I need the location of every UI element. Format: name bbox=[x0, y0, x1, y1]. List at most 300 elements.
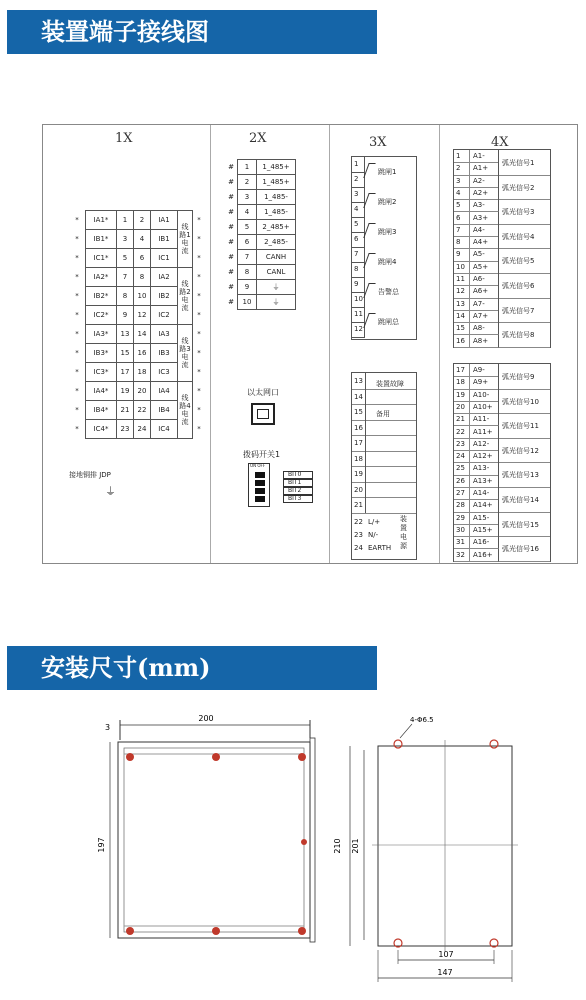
hash-mark: # bbox=[228, 238, 234, 246]
table-row bbox=[454, 187, 499, 200]
table-row bbox=[454, 487, 499, 500]
arc-signal-label: 弧光信号9 bbox=[502, 373, 535, 381]
hash-mark: # bbox=[228, 268, 234, 276]
star-mark: * bbox=[75, 292, 79, 300]
terminal-label-left: IB1* bbox=[86, 230, 117, 249]
terminal-number: 24 bbox=[354, 544, 363, 552]
terminal-number: 7 bbox=[117, 268, 134, 287]
arc-signal-label: 弧光信号3 bbox=[502, 208, 535, 217]
star-mark: * bbox=[75, 425, 79, 433]
dip-bit-label: BIT2 bbox=[283, 487, 313, 495]
terminal-label-right: IB2 bbox=[151, 287, 178, 306]
terminal-number: 6 bbox=[456, 213, 461, 222]
terminal-signal: A2- bbox=[473, 176, 485, 185]
terminal-label-right: IC1 bbox=[151, 249, 178, 268]
terminal-number: 17 bbox=[354, 439, 363, 447]
terminal-signal: A6- bbox=[473, 275, 485, 283]
relay-contact-icon bbox=[363, 163, 375, 178]
terminal-number: 16 bbox=[354, 423, 363, 432]
front-mounting-holes bbox=[126, 753, 307, 935]
table-row bbox=[454, 224, 499, 237]
terminal-number: 7 bbox=[238, 250, 257, 265]
terminal-number: 23 bbox=[117, 420, 134, 439]
dip-bit-label: BIT1 bbox=[283, 479, 313, 487]
terminal-signal: A11- bbox=[473, 415, 490, 424]
table-row bbox=[454, 376, 499, 389]
relay-label: 跳闸4 bbox=[378, 258, 397, 266]
table-row bbox=[454, 364, 499, 377]
hash-mark: # bbox=[228, 223, 234, 231]
terminal-signal: A10- bbox=[473, 390, 490, 399]
dimension-drawing bbox=[0, 690, 586, 1000]
block1-header: 1X bbox=[115, 131, 133, 146]
arc-signal-label: 弧光信号11 bbox=[502, 422, 539, 431]
terminal-signal: 2_485- bbox=[257, 235, 296, 250]
terminal-signal: A3+ bbox=[473, 213, 489, 222]
table-row bbox=[454, 524, 499, 537]
terminal-number: 12 bbox=[354, 325, 363, 333]
arc-signal-label: 弧光信号2 bbox=[502, 183, 535, 192]
dip-onoff-label: ON OFF bbox=[250, 463, 266, 468]
relay-contact-icon bbox=[363, 283, 375, 298]
terminal-label-left: IB3* bbox=[86, 344, 117, 363]
terminal-signal: 2_485+ bbox=[257, 220, 296, 235]
table-row bbox=[454, 236, 499, 249]
ground-icon: ⏚ bbox=[272, 298, 280, 306]
terminal-number: 20 bbox=[134, 382, 151, 401]
terminal-number: 7 bbox=[354, 250, 359, 258]
terminal-number: 27 bbox=[456, 489, 465, 497]
terminal-signal: A4- bbox=[473, 225, 485, 234]
terminal-label-left: IC1* bbox=[86, 249, 117, 268]
star-mark: * bbox=[197, 216, 201, 224]
table-row bbox=[69, 211, 205, 230]
dip-switch-toggle bbox=[255, 488, 265, 494]
terminal-label-left: IA3* bbox=[86, 325, 117, 344]
terminal-number: 5 bbox=[238, 220, 257, 235]
terminal-number: 2 bbox=[354, 175, 359, 183]
arc-signal-label: 弧光信号13 bbox=[502, 471, 539, 480]
terminal-label-left: IA2* bbox=[86, 268, 117, 287]
terminal-number: 1 bbox=[238, 160, 257, 175]
terminal-number: 25 bbox=[456, 464, 465, 473]
relay-label: 跳闸总 bbox=[378, 318, 399, 326]
table-row bbox=[454, 248, 499, 261]
star-mark: * bbox=[197, 406, 201, 414]
table-row bbox=[454, 322, 499, 335]
terminal-number: 22 bbox=[134, 401, 151, 420]
hash-mark: # bbox=[228, 208, 234, 216]
table-row bbox=[69, 325, 205, 344]
table-row bbox=[454, 298, 499, 311]
terminal-number: 14 bbox=[354, 392, 363, 401]
terminal-signal: A7+ bbox=[473, 311, 489, 320]
ethernet-port-icon bbox=[251, 403, 275, 425]
dim-width-147: 147 bbox=[437, 968, 453, 977]
terminal-signal: A9+ bbox=[473, 378, 489, 387]
terminal-signal: A6+ bbox=[473, 287, 489, 296]
star-mark: * bbox=[197, 273, 201, 281]
star-mark: * bbox=[75, 216, 79, 224]
terminal-number: 30 bbox=[456, 525, 465, 534]
front-view bbox=[97, 714, 315, 942]
terminal-signal: A16+ bbox=[473, 550, 493, 559]
hash-mark: # bbox=[228, 178, 234, 186]
terminal-table-2x bbox=[225, 159, 296, 310]
table-row bbox=[454, 401, 499, 414]
terminal-number: 17 bbox=[117, 363, 134, 382]
terminal-number: 8 bbox=[238, 265, 257, 280]
terminal-label-left: IC2* bbox=[86, 306, 117, 325]
terminal-label-right: IA2 bbox=[151, 268, 178, 287]
status-label: 装置故障 bbox=[376, 380, 404, 388]
terminal-label-left: IC3* bbox=[86, 363, 117, 382]
terminal-signal: A9- bbox=[473, 366, 485, 374]
terminal-number: 17 bbox=[456, 366, 465, 374]
relay-label: 告警总 bbox=[378, 288, 399, 296]
terminal-number: 2 bbox=[134, 211, 151, 230]
group-label: 线路2电流 bbox=[178, 268, 193, 325]
table-row bbox=[454, 310, 499, 323]
star-mark: * bbox=[75, 330, 79, 338]
terminal-number: 21 bbox=[354, 501, 363, 509]
terminal-signal: CANL bbox=[257, 265, 296, 280]
terminal-number: 10 bbox=[134, 287, 151, 306]
terminal-number: 12 bbox=[134, 306, 151, 325]
table-row bbox=[454, 212, 499, 225]
terminal-number: 14 bbox=[456, 311, 465, 320]
dip-switch-label: 拨码开关1 bbox=[243, 450, 281, 459]
table-row bbox=[454, 475, 499, 488]
terminal-number: 24 bbox=[456, 452, 465, 461]
terminal-signal: A13+ bbox=[473, 476, 493, 485]
hash-mark: # bbox=[228, 298, 234, 306]
terminal-number: 3 bbox=[354, 190, 359, 198]
terminal-signal: A3- bbox=[473, 201, 485, 210]
terminal-number: 6 bbox=[134, 249, 151, 268]
table-row bbox=[225, 175, 296, 190]
terminal-number: 8 bbox=[117, 287, 134, 306]
group-label: 线路4电流 bbox=[178, 382, 193, 439]
terminal-number: 20 bbox=[456, 402, 465, 411]
table-row bbox=[225, 205, 296, 220]
relay-output-block bbox=[351, 156, 417, 340]
terminal-label-left: IA4* bbox=[86, 382, 117, 401]
terminal-label-right: IC3 bbox=[151, 363, 178, 382]
table-row bbox=[69, 268, 205, 287]
cutout-mounting-holes bbox=[394, 740, 498, 947]
terminal-signal bbox=[257, 280, 296, 295]
ethernet-label: 以太网口 bbox=[247, 388, 279, 397]
star-mark: * bbox=[197, 349, 201, 357]
arc-signal-label: 弧光信号12 bbox=[502, 446, 539, 455]
terminal-signal: A15- bbox=[473, 513, 490, 522]
terminal-label-left: IA1* bbox=[86, 211, 117, 230]
table-row bbox=[454, 150, 499, 163]
table-row bbox=[454, 536, 499, 549]
terminal-signal: A8+ bbox=[473, 336, 489, 345]
star-mark: * bbox=[197, 254, 201, 262]
terminal-number: 3 bbox=[456, 176, 461, 185]
terminal-signal: A5+ bbox=[473, 262, 489, 271]
terminal-signal: A4+ bbox=[473, 238, 489, 247]
star-mark: * bbox=[197, 368, 201, 376]
table-row bbox=[225, 235, 296, 250]
star-mark: * bbox=[75, 235, 79, 243]
table-row bbox=[225, 265, 296, 280]
star-mark: * bbox=[197, 387, 201, 395]
terminal-number: 2 bbox=[456, 164, 461, 173]
terminal-signal: A11+ bbox=[473, 427, 493, 436]
star-mark: * bbox=[75, 311, 79, 319]
relay-label: 跳闸3 bbox=[378, 228, 397, 236]
terminal-number: 19 bbox=[354, 470, 363, 478]
terminal-number: 11 bbox=[354, 310, 363, 318]
table-row bbox=[454, 413, 499, 426]
terminal-signal: 1_485- bbox=[257, 190, 296, 205]
terminal-number: 9 bbox=[354, 280, 359, 288]
terminal-number: 5 bbox=[354, 220, 359, 228]
dim-width-107: 107 bbox=[438, 950, 454, 959]
terminal-number: 3 bbox=[238, 190, 257, 205]
terminal-number: 18 bbox=[354, 454, 363, 463]
terminal-number: 18 bbox=[456, 378, 465, 387]
terminal-number: 26 bbox=[456, 476, 465, 485]
star-mark: * bbox=[75, 254, 79, 262]
terminal-label-left: IC4* bbox=[86, 420, 117, 439]
arc-inputs-9-16 bbox=[453, 363, 551, 562]
relay-label: 跳闸2 bbox=[378, 198, 397, 206]
terminal-number: 11 bbox=[456, 275, 465, 283]
star-mark: * bbox=[75, 368, 79, 376]
terminal-number: 23 bbox=[456, 439, 465, 448]
terminal-number: 20 bbox=[354, 485, 363, 494]
table-row bbox=[454, 335, 499, 348]
star-mark: * bbox=[197, 425, 201, 433]
terminal-number: 16 bbox=[456, 336, 465, 345]
table-row bbox=[454, 549, 499, 562]
terminal-number: 24 bbox=[134, 420, 151, 439]
block2-header: 2X bbox=[249, 131, 267, 146]
terminal-number: 8 bbox=[456, 238, 461, 247]
arc-signal-label: 弧光信号14 bbox=[502, 496, 539, 504]
terminal-signal: A14- bbox=[473, 489, 490, 497]
relay-contact-icon bbox=[363, 223, 375, 238]
terminal-number: 1 bbox=[456, 152, 461, 160]
wiring-section-banner bbox=[7, 10, 377, 54]
ground-icon: ⏚ bbox=[272, 283, 280, 291]
terminal-label-right: IC2 bbox=[151, 306, 178, 325]
relay-contact-icon bbox=[363, 193, 375, 208]
star-mark: * bbox=[75, 273, 79, 281]
terminal-number: 6 bbox=[354, 235, 359, 243]
terminal-number: 8 bbox=[134, 268, 151, 287]
arc-signal-label: 弧光信号5 bbox=[502, 257, 535, 266]
terminal-number: 1 bbox=[117, 211, 134, 230]
star-mark: * bbox=[197, 311, 201, 319]
ground-label: 接地铜排 JDP bbox=[69, 471, 111, 479]
group-label: 线路1电流 bbox=[178, 211, 193, 268]
terminal-number: 7 bbox=[456, 225, 461, 234]
wiring-section-title: 装置端子接线图 bbox=[41, 17, 209, 46]
table-row bbox=[225, 250, 296, 265]
terminal-number: 4 bbox=[354, 205, 359, 213]
power-label: 装置电源 bbox=[400, 515, 407, 550]
terminal-number: 32 bbox=[456, 550, 465, 559]
terminal-signal: A1+ bbox=[473, 164, 489, 173]
status-power-block bbox=[351, 372, 417, 560]
arc-signal-label: 弧光信号10 bbox=[502, 397, 539, 406]
terminal-signal bbox=[257, 295, 296, 310]
table-row bbox=[454, 261, 499, 274]
terminal-number: 28 bbox=[456, 501, 465, 510]
terminal-table-1x bbox=[69, 210, 205, 439]
terminal-signal: A1- bbox=[473, 152, 485, 160]
ground-icon: ⏚ bbox=[105, 485, 116, 498]
terminal-number: 1 bbox=[354, 160, 359, 168]
terminal-number: 29 bbox=[456, 513, 465, 522]
terminal-number: 13 bbox=[456, 299, 465, 308]
star-mark: * bbox=[75, 387, 79, 395]
dim-height-197: 197 bbox=[97, 837, 106, 853]
terminal-number: 9 bbox=[456, 250, 461, 259]
terminal-signal: A10+ bbox=[473, 402, 493, 411]
terminal-number: 19 bbox=[117, 382, 134, 401]
status-label: 备用 bbox=[376, 410, 390, 418]
terminal-signal: A16- bbox=[473, 538, 490, 547]
table-row bbox=[454, 499, 499, 512]
arc-signal-label: 弧光信号8 bbox=[502, 331, 535, 340]
cutout-view bbox=[333, 716, 518, 982]
terminal-number: 22 bbox=[456, 427, 465, 436]
terminal-label-right: IB3 bbox=[151, 344, 178, 363]
hash-mark: # bbox=[228, 163, 234, 171]
terminal-number: 3 bbox=[117, 230, 134, 249]
terminal-number: 13 bbox=[354, 377, 363, 385]
dim-width-200: 200 bbox=[198, 714, 214, 723]
group-label: 线路3电流 bbox=[178, 325, 193, 382]
terminal-signal: 1_485+ bbox=[257, 160, 296, 175]
terminal-label-right: IA3 bbox=[151, 325, 178, 344]
block3-header: 3X bbox=[369, 135, 387, 150]
dip-switch bbox=[248, 463, 270, 507]
terminal-number: 22 bbox=[354, 518, 363, 526]
terminal-number: 10 bbox=[456, 262, 465, 271]
arc-signal-label: 弧光信号6 bbox=[502, 282, 535, 290]
terminal-label-left: IB2* bbox=[86, 287, 117, 306]
terminal-number: 19 bbox=[456, 390, 465, 399]
star-mark: * bbox=[197, 235, 201, 243]
dimension-section-title: 安装尺寸(mm) bbox=[41, 653, 211, 682]
terminal-signal: A2+ bbox=[473, 188, 489, 197]
arc-signal-label: 弧光信号7 bbox=[502, 306, 535, 315]
terminal-number: 6 bbox=[238, 235, 257, 250]
table-row bbox=[454, 175, 499, 188]
power-signal: EARTH bbox=[368, 544, 392, 552]
terminal-number: 2 bbox=[238, 175, 257, 190]
terminal-number: 9 bbox=[238, 280, 257, 295]
table-row bbox=[454, 438, 499, 451]
dim-height-201: 201 bbox=[351, 838, 360, 854]
terminal-signal: A7- bbox=[473, 299, 485, 308]
table-row bbox=[225, 160, 296, 175]
dip-switch-toggle bbox=[255, 472, 265, 478]
terminal-number: 15 bbox=[456, 324, 465, 333]
terminal-label-right: IC4 bbox=[151, 420, 178, 439]
terminal-signal: A15+ bbox=[473, 525, 493, 534]
block4-header: 4X bbox=[491, 135, 509, 150]
power-signal: L/+ bbox=[368, 518, 381, 526]
dip-switch-toggle bbox=[255, 496, 265, 502]
dip-bit-label: BIT3 bbox=[283, 495, 313, 503]
dip-bit-label: BIT0 bbox=[283, 471, 313, 479]
terminal-number: 21 bbox=[456, 415, 465, 424]
arc-inputs-1-8 bbox=[453, 149, 551, 348]
table-row bbox=[225, 280, 296, 295]
terminal-number: 8 bbox=[354, 265, 359, 273]
terminal-number: 5 bbox=[117, 249, 134, 268]
table-row bbox=[454, 273, 499, 286]
table-row bbox=[225, 190, 296, 205]
hash-mark: # bbox=[228, 283, 234, 291]
table-row bbox=[69, 382, 205, 401]
power-signal: N/- bbox=[368, 531, 379, 539]
terminal-signal: A14+ bbox=[473, 501, 493, 510]
terminal-signal: A12- bbox=[473, 439, 490, 448]
wiring-diagram bbox=[42, 124, 578, 564]
terminal-number: 15 bbox=[117, 344, 134, 363]
terminal-number: 16 bbox=[134, 344, 151, 363]
terminal-number: 31 bbox=[456, 538, 465, 547]
terminal-number: 13 bbox=[117, 325, 134, 344]
star-mark: * bbox=[75, 406, 79, 414]
terminal-signal: 1_485+ bbox=[257, 175, 296, 190]
terminal-number: 15 bbox=[354, 408, 363, 416]
terminal-number: 4 bbox=[238, 205, 257, 220]
dimension-section-banner bbox=[7, 646, 377, 690]
table-row bbox=[454, 389, 499, 402]
terminal-signal: A8- bbox=[473, 324, 485, 333]
hash-mark: # bbox=[228, 253, 234, 261]
star-mark: * bbox=[197, 330, 201, 338]
terminal-label-right: IB1 bbox=[151, 230, 178, 249]
terminal-number: 21 bbox=[117, 401, 134, 420]
table-row bbox=[454, 512, 499, 525]
dim-thickness-3: 3 bbox=[105, 723, 111, 732]
arc-signal-label: 弧光信号15 bbox=[502, 520, 539, 529]
arc-signal-label: 弧光信号1 bbox=[502, 159, 535, 167]
hash-mark: # bbox=[228, 193, 234, 201]
star-mark: * bbox=[75, 349, 79, 357]
terminal-label-left: IB4* bbox=[86, 401, 117, 420]
dim-holes: 4-Φ6.5 bbox=[410, 716, 434, 724]
table-row bbox=[454, 199, 499, 212]
dip-switch-toggle bbox=[255, 480, 265, 486]
terminal-label-right: IA4 bbox=[151, 382, 178, 401]
relay-label: 跳闸1 bbox=[378, 168, 397, 176]
terminal-number: 4 bbox=[456, 188, 461, 197]
terminal-number: 23 bbox=[354, 531, 363, 539]
terminal-number: 12 bbox=[456, 287, 465, 296]
table-row bbox=[225, 220, 296, 235]
terminal-label-right: IA1 bbox=[151, 211, 178, 230]
terminal-number: 10 bbox=[238, 295, 257, 310]
terminal-label-right: IB4 bbox=[151, 401, 178, 420]
table-row bbox=[454, 285, 499, 298]
terminal-number: 10 bbox=[354, 295, 363, 303]
table-row bbox=[454, 450, 499, 463]
terminal-signal: A13- bbox=[473, 464, 490, 473]
